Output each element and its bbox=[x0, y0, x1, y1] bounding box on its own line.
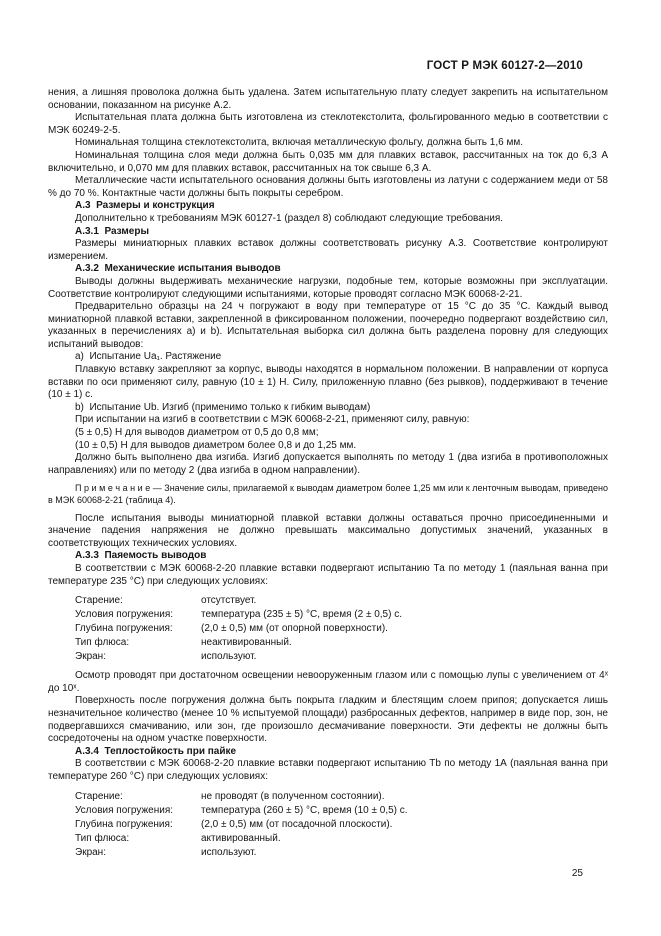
condition-value: не проводят (в полученном состоянии). bbox=[201, 790, 385, 802]
section-heading-a3-2: А.3.2 Механические испытания выводов bbox=[75, 263, 281, 275]
condition-value: (2,0 ± 0,5) мм (от посадочной плоскости). bbox=[201, 818, 393, 830]
paragraph: В соответствии с МЭК 60068-2-20 плавкие вставки подвергают испытанию Та по методу 1 (паяльная ванна при температуре 235 °С) при следующих условиях: bbox=[48, 562, 608, 587]
condition-row bbox=[75, 608, 608, 622]
conditions-list-heat-resistance bbox=[75, 790, 608, 860]
condition-row bbox=[75, 818, 608, 832]
condition-value: отсутствует. bbox=[201, 595, 257, 607]
paragraph: Металлические части испытательного основания должны быть изготовлены из латуни с содержанием меди от 58 % до 70 %. Контактные части должны быть покрыты серебром. bbox=[48, 175, 608, 199]
paragraph-force-value: (10 ± 0,5) Н для выводов диаметром более 0,8 и до 1,25 мм. bbox=[75, 439, 357, 451]
page-number: 25 bbox=[571, 867, 583, 879]
list-item-test-a: а) Испытание Ua₁. Растяжение bbox=[75, 351, 222, 363]
condition-value: температура (235 ± 5) °С, время (2 ± 0,5) с. bbox=[201, 609, 403, 621]
paragraph: Испытательная плата должна быть изготовлена из стеклотекстолита, фольгированного медью в соответствии с МЭК 60249-2-5. bbox=[48, 112, 608, 136]
paragraph: Номинальная толщина стеклотекстолита, включая металлическую фольгу, должна быть 1,6 мм. bbox=[75, 137, 523, 149]
condition-row bbox=[75, 636, 608, 650]
paragraph: В соответствии с МЭК 60068-2-20 плавкие вставки подвергают испытанию Tb по методу 1А (паяльная ванна при температуре 260 °С) при следующих условиях: bbox=[48, 758, 608, 782]
condition-label: Тип флюса: bbox=[75, 637, 130, 649]
condition-label: Глубина погружения: bbox=[75, 818, 173, 830]
paragraph: Выводы должны выдерживать механические нагрузки, подобные тем, которые возможны при эксплуатации. Соответствие контролируют следующими испытаниями, которые проводят согласно МЭК 60068-2-21. bbox=[48, 275, 608, 300]
condition-value: неактивированный. bbox=[201, 637, 292, 649]
paragraph-continuation: нения, а лишняя проволока должна быть удалена. Затем испытательную плату следует закрепить на испытательном основании, показанном на рисунке А.2. bbox=[48, 87, 608, 111]
paragraph: После испытания выводы миниатюрной плавкой вставки должны оставаться прочно присоединенными и значение падения напряжения не должно превышать максимально допустимых значений, указанных в соответствующих технических условиях. bbox=[48, 512, 608, 549]
section-heading-a3-3: А.3.3 Паяемость выводов bbox=[75, 550, 207, 562]
paragraph: Предварительно образцы на 24 ч погружают в воду при температуре от 15 °С до 35 °С. Каждый вывод миниатюрной плавкой вставки, закрепленной в фиксированном положении, поочередно подвергают воздействию сил, указанных в перечислениях а) и b). Испытательная выборка сил должна быть разделена поровну для следующих испытаний выводов: bbox=[48, 301, 608, 350]
condition-row bbox=[75, 790, 608, 804]
condition-value: используют. bbox=[201, 846, 257, 858]
condition-label: Экран: bbox=[75, 651, 106, 663]
condition-value: используют. bbox=[201, 651, 257, 663]
condition-label: Экран: bbox=[75, 846, 106, 858]
condition-row bbox=[75, 650, 608, 664]
standard-number-header: ГОСТ Р МЭК 60127-2—2010 bbox=[426, 60, 583, 72]
list-item-test-b: b) Испытание Ub. Изгиб (применимо только к гибким выводам) bbox=[75, 401, 371, 413]
condition-value: (2,0 ± 0,5) мм (от опорной поверхности). bbox=[201, 623, 388, 635]
section-heading-a3-4: А.3.4 Теплостойкость при пайке bbox=[75, 745, 237, 757]
paragraph: Должно быть выполнено два изгиба. Изгиб допускается выполнять по методу 1 (два изгиба в противоположных направлениях) или по методу 2 (два изгиба в одном направлении). bbox=[48, 452, 608, 476]
condition-value: температура (260 ± 5) °С, время (10 ± 0,5) с. bbox=[201, 804, 408, 816]
condition-label: Условия погружения: bbox=[75, 804, 174, 816]
paragraph: При испытании на изгиб в соответствии с МЭК 60068-2-21, применяют силу, равную: bbox=[75, 414, 470, 426]
paragraph: Осмотр проводят при достаточном освещении невооруженным глазом или с помощью лупы с увеличением от 4ˣ до 10ˣ. bbox=[48, 670, 608, 694]
condition-row bbox=[75, 832, 608, 846]
condition-value: активированный. bbox=[201, 832, 281, 844]
paragraph: Размеры миниатюрных плавких вставок должны соответствовать рисунку А.3. Соответствие контролируют измерением. bbox=[48, 238, 608, 262]
condition-label: Старение: bbox=[75, 595, 123, 607]
condition-row bbox=[75, 804, 608, 818]
condition-label: Старение: bbox=[75, 790, 123, 802]
condition-label: Глубина погружения: bbox=[75, 623, 173, 635]
section-heading-a3-1: А.3.1 Размеры bbox=[75, 225, 150, 237]
paragraph: Дополнительно к требованиям МЭК 60127-1 (раздел 8) соблюдают следующие требования. bbox=[75, 212, 504, 224]
note: П р и м е ч а н и е — Значение силы, прилагаемой к выводам диаметром более 1,25 мм или к ленточным выводам, приведено в МЭК 60068-2-21 (таблица 4). bbox=[48, 483, 608, 505]
condition-row bbox=[75, 622, 608, 636]
condition-row bbox=[75, 846, 608, 860]
document-body bbox=[48, 87, 608, 860]
paragraph: Номинальная толщина слоя меди должна быть 0,035 мм для плавких вставок, рассчитанных на ток до 6,3 А включительно, и 0,070 мм для плавких вставок, рассчитанных на ток свыше 6,3 А. bbox=[48, 149, 608, 174]
condition-row bbox=[75, 594, 608, 608]
condition-label: Условия погружения: bbox=[75, 609, 174, 621]
paragraph-force-value: (5 ± 0,5) Н для выводов диаметром от 0,5 до 0,8 мм; bbox=[75, 427, 319, 439]
condition-label: Тип флюса: bbox=[75, 832, 130, 844]
paragraph: Плавкую вставку закрепляют за корпус, выводы находятся в нормальном положении. В направлении от корпуса вставки по оси применяют силу, равную (10 ± 1) Н. Силу, приложенную плавно (без рывков), поддерживают в течение (10 ± 1) с. bbox=[48, 364, 608, 401]
paragraph: Поверхность после погружения должна быть покрыта гладким и блестящим слоем припоя; допускается лишь незначительное количество (менее 10 % испытуемой площади) разбросанных дефектов, например в виде пор, зон, не подвергавшихся смачиванию, или зон, где произошло десмачивание поверхности. Эти дефекты не должны быть сосредоточены на одном участке поверхности. bbox=[48, 695, 608, 745]
section-heading-a3: А.3 Размеры и конструкция bbox=[75, 200, 215, 212]
conditions-list-solderability bbox=[75, 594, 608, 664]
